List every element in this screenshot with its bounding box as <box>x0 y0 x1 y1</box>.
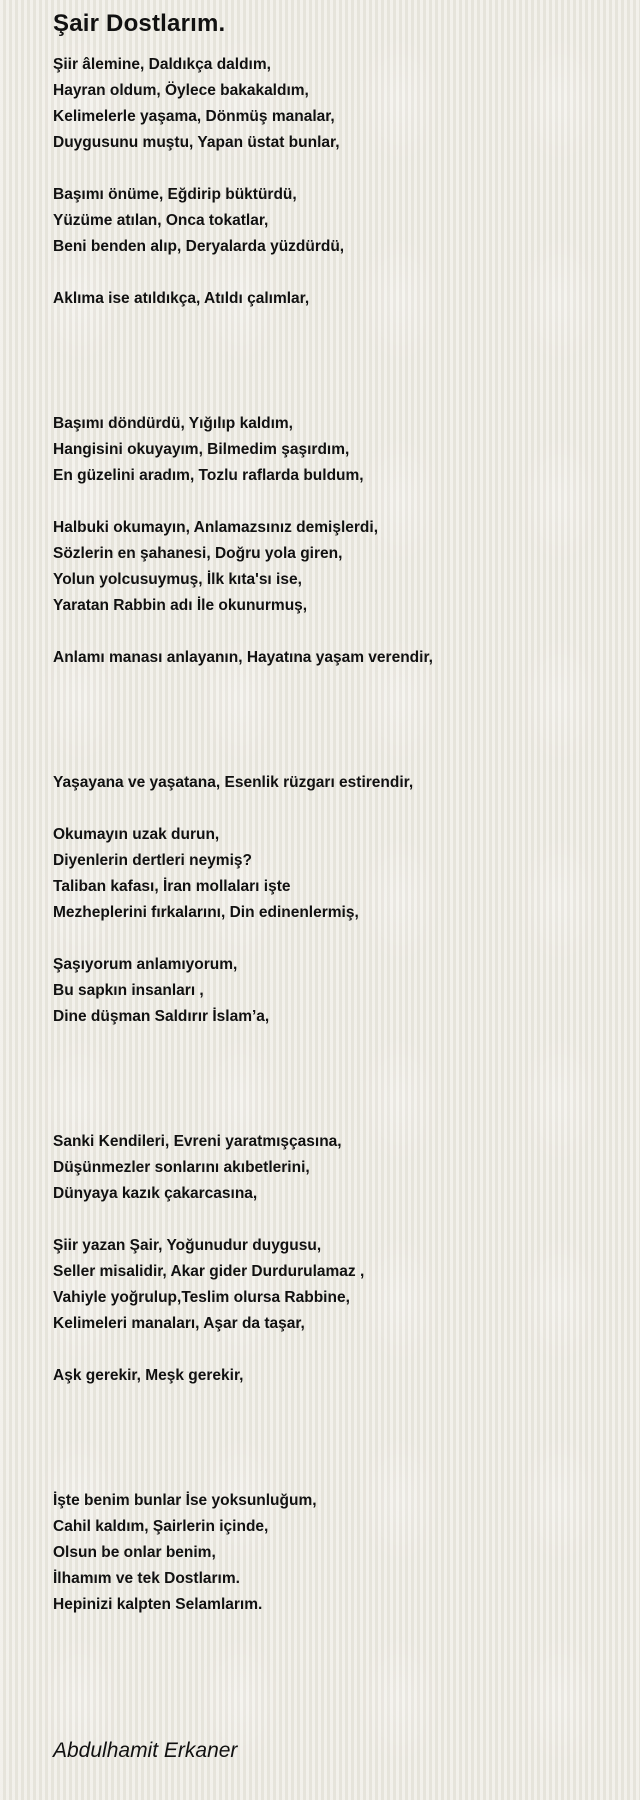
stanza <box>53 182 613 260</box>
poem-line: Dünyaya kazık çakarcasına, <box>53 1185 258 1202</box>
stanza <box>53 645 613 671</box>
poem-line: Kelimeleri manaları, Aşar da taşar, <box>53 1315 305 1332</box>
stanza-gap <box>53 260 613 286</box>
poem-line: Hepinizi kalpten Selamlarım. <box>53 1596 263 1613</box>
stanza-gap <box>53 926 613 952</box>
stanza-gap <box>53 1389 613 1488</box>
stanza <box>53 770 613 796</box>
poem-line: Duygusunu muştu, Yapan üstat bunlar, <box>53 134 340 151</box>
poem-line: Şiir yazan Şair, Yoğunudur duygusu, <box>53 1237 322 1254</box>
poem-line: Başımı önüme, Eğdirip büktürdü, <box>53 186 297 203</box>
stanza <box>53 411 613 489</box>
stanza-gap <box>53 1337 613 1363</box>
stanza-gap <box>53 312 613 411</box>
poem-line: Sanki Kendileri, Evreni yaratmışçasına, <box>53 1133 342 1150</box>
poem-line: Bu sapkın insanları , <box>53 982 204 999</box>
poem-line: Yaratan Rabbin adı İle okunurmuş, <box>53 597 308 614</box>
stanza <box>53 286 613 312</box>
stanza <box>53 822 613 926</box>
poem-line: Şaşıyorum anlamıyorum, <box>53 956 238 973</box>
poem-line: İşte benim bunlar İse yoksunluğum, <box>53 1492 317 1509</box>
poem-title: Şair Dostlarım. <box>53 10 226 37</box>
stanza <box>53 52 613 156</box>
poem-line: Aklıma ise atıldıkça, Atıldı çalımlar, <box>53 290 310 307</box>
poem-line: Vahiyle yoğrulup,Teslim olursa Rabbine, <box>53 1289 350 1306</box>
poem-line: Mezheplerini fırkalarını, Din edinenlermiş, <box>53 904 359 921</box>
poem-line: Anlamı manası anlayanın, Hayatına yaşam verendir, <box>53 649 433 666</box>
stanza-gap <box>53 1030 613 1129</box>
stanza-gap <box>53 1207 613 1233</box>
poem-line: Hangisini okuyayım, Bilmedim şaşırdım, <box>53 441 350 458</box>
poem-line: Dine düşman Saldırır İslam’a, <box>53 1008 270 1025</box>
stanza <box>53 1233 613 1337</box>
stanza-gap <box>53 671 613 770</box>
poem-line: Kelimelerle yaşama, Dönmüş manalar, <box>53 108 335 125</box>
poem-line: İlhamım ve tek Dostlarım. <box>53 1570 240 1587</box>
poem-line: Düşünmezler sonlarını akıbetlerini, <box>53 1159 310 1176</box>
poem-line: Yüzüme atılan, Onca tokatlar, <box>53 212 269 229</box>
stanza <box>53 952 613 1030</box>
stanza <box>53 1488 613 1618</box>
poem-line: Okumayın uzak durun, <box>53 826 220 843</box>
poem-line: Halbuki okumayın, Anlamazsınız demişlerdi, <box>53 519 379 536</box>
poem-line: En güzelini aradım, Tozlu raflarda buldum, <box>53 467 364 484</box>
stanza <box>53 1129 613 1207</box>
poem-line: Cahil kaldım, Şairlerin içinde, <box>53 1518 269 1535</box>
poem-line: Taliban kafası, İran mollaları işte <box>53 878 291 895</box>
stanza-gap <box>53 156 613 182</box>
poem-line: Yaşayana ve yaşatana, Esenlik rüzgarı estirendir, <box>53 774 414 791</box>
poem-author: Abdulhamit Erkaner <box>53 1739 238 1762</box>
stanza-gap <box>53 489 613 515</box>
poem-line: Diyenlerin dertleri neymiş? <box>53 852 252 869</box>
poem-line: Başımı döndürdü, Yığılıp kaldım, <box>53 415 293 432</box>
poem-line: Olsun be onlar benim, <box>53 1544 216 1561</box>
poem-line: Yolun yolcusuymuş, İlk kıta'sı ise, <box>53 571 302 588</box>
poem-body <box>53 52 613 1618</box>
stanza-gap <box>53 619 613 645</box>
poem-line: Şiir âlemine, Daldıkça daldım, <box>53 56 271 73</box>
poem-line: Aşk gerekir, Meşk gerekir, <box>53 1367 244 1384</box>
stanza-gap <box>53 796 613 822</box>
stanza <box>53 515 613 619</box>
stanza <box>53 1363 613 1389</box>
poem-line: Seller misalidir, Akar gider Durdurulamaz , <box>53 1263 365 1280</box>
poem-line: Hayran oldum, Öylece bakakaldım, <box>53 82 309 99</box>
poem-line: Sözlerin en şahanesi, Doğru yola giren, <box>53 545 343 562</box>
poem-line: Beni benden alıp, Deryalarda yüzdürdü, <box>53 238 345 255</box>
